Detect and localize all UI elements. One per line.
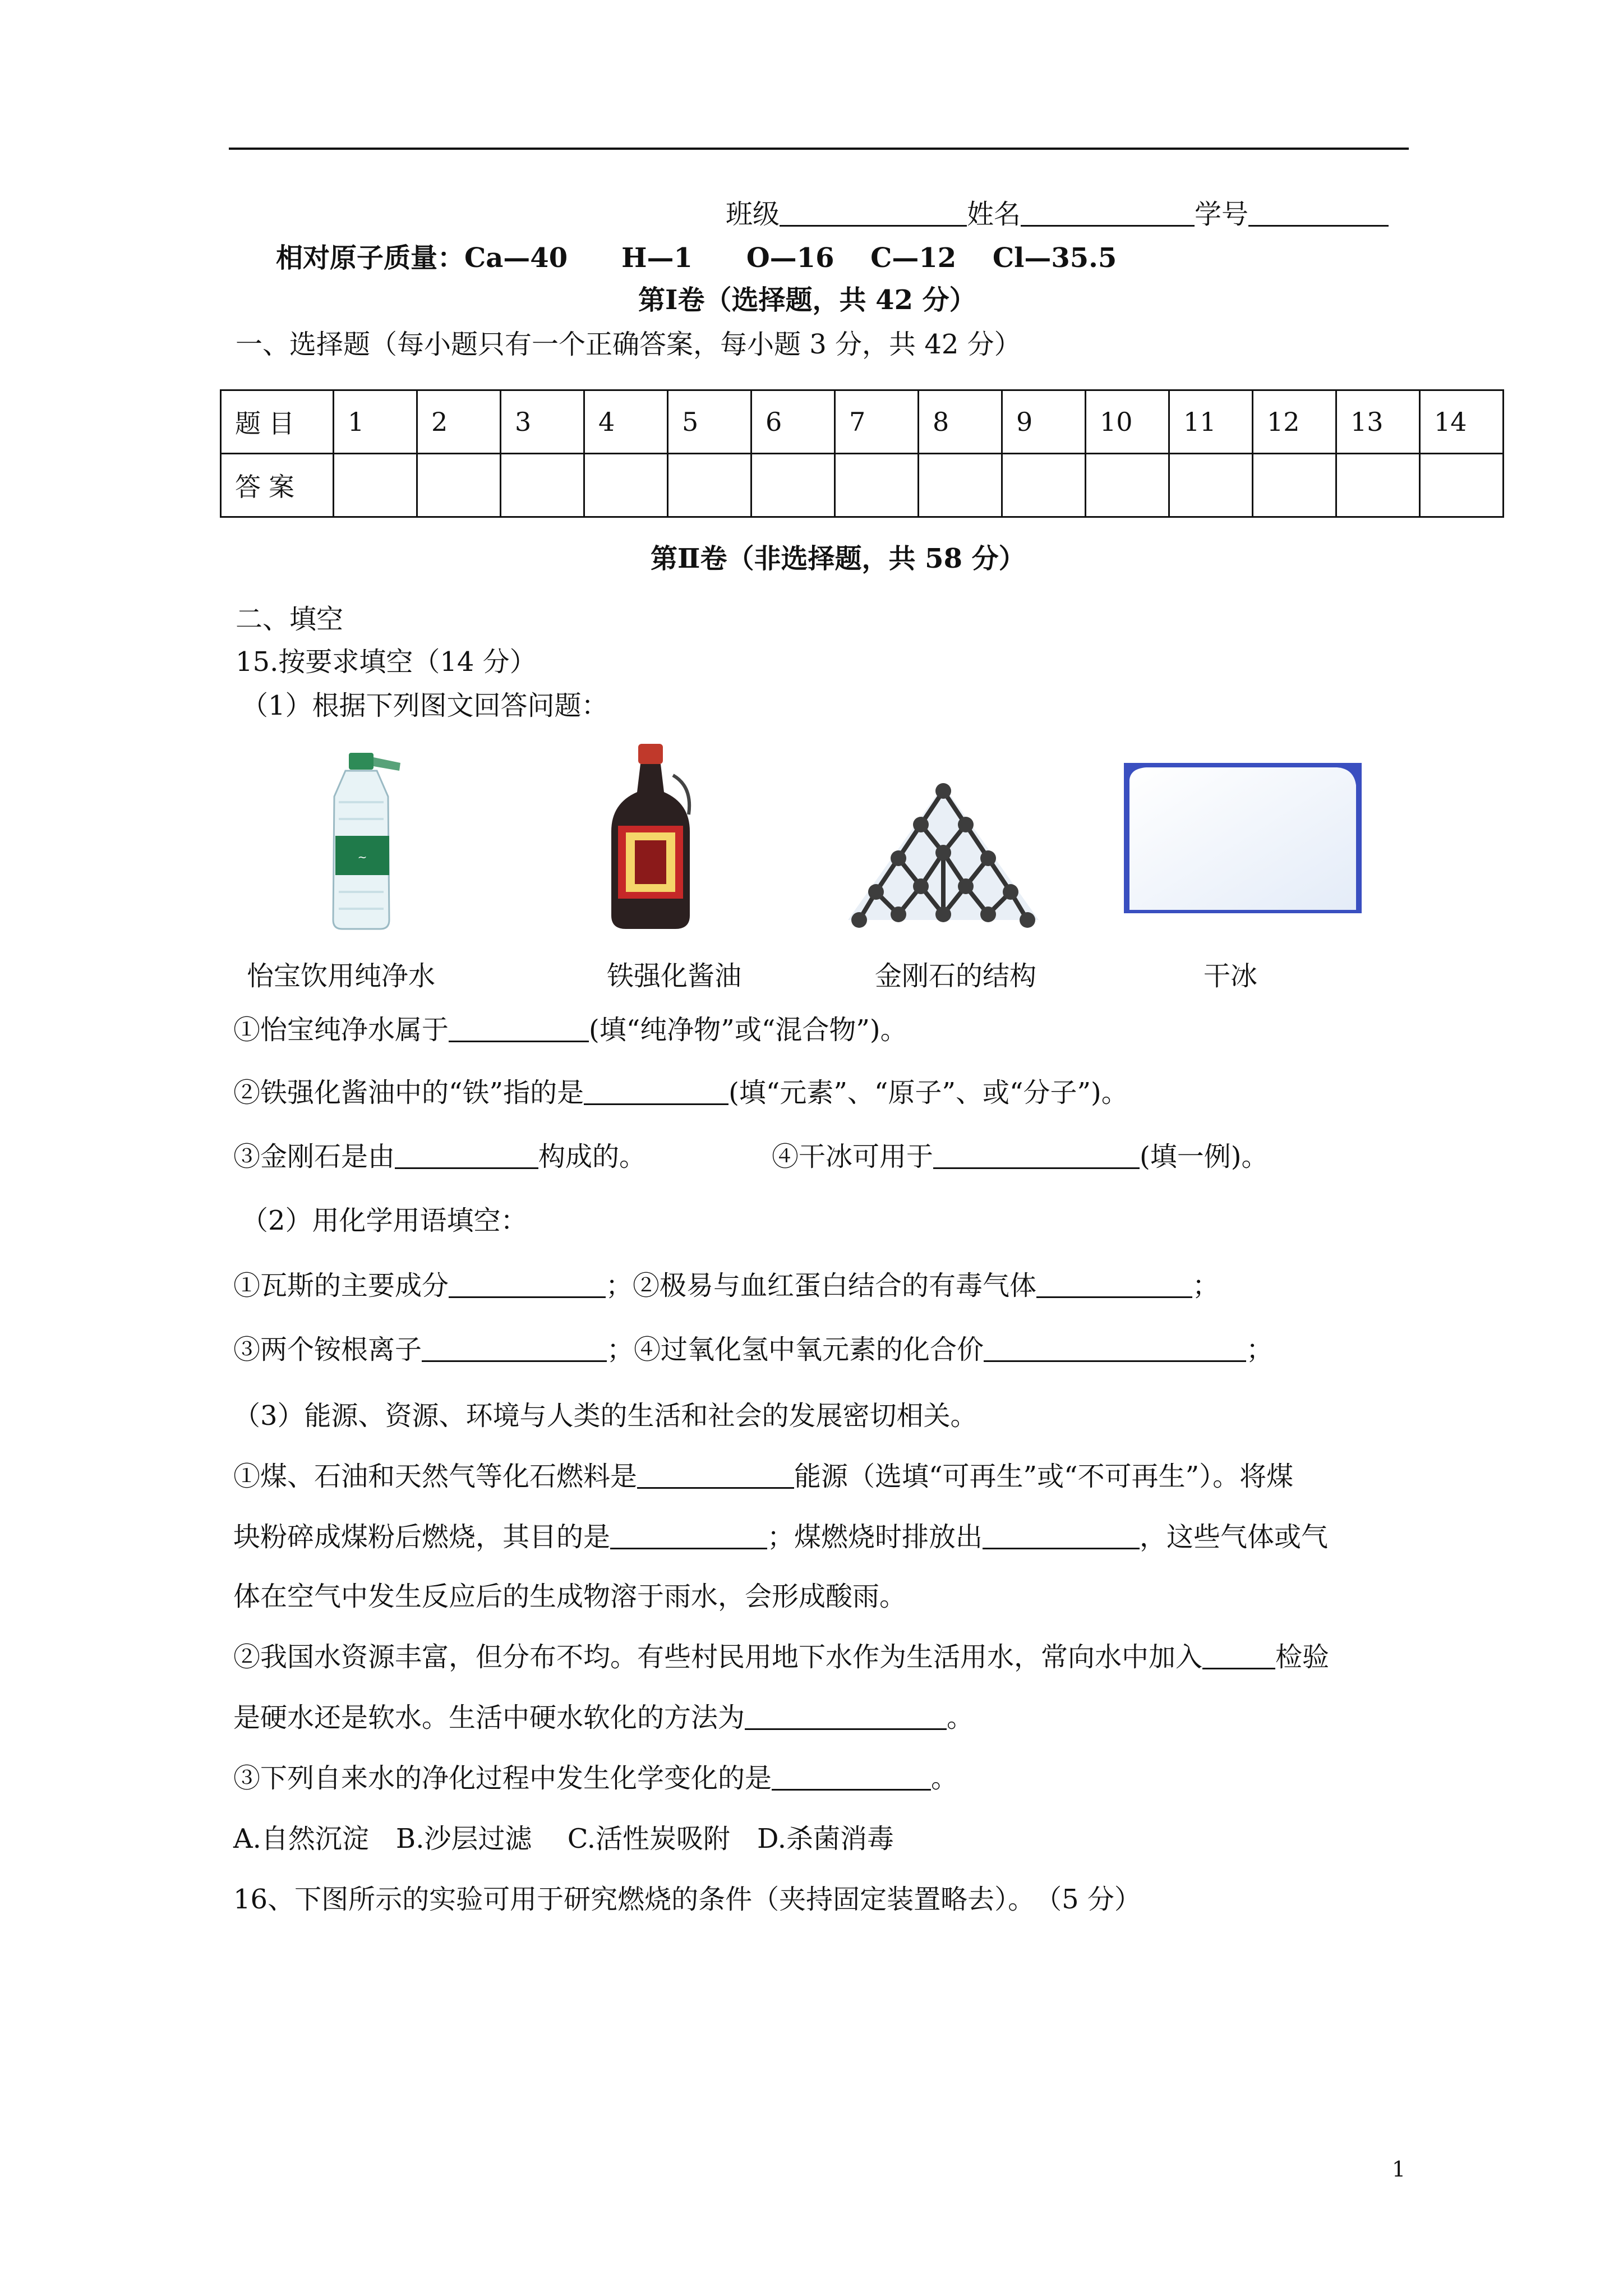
answer-cell[interactable] bbox=[1253, 454, 1336, 517]
q15-2-line-2: ③两个铵根离子 ；④过氧化氢中氧元素的化合价 ； bbox=[233, 1334, 1274, 1365]
answer-table bbox=[220, 389, 1504, 518]
answer-cell[interactable] bbox=[1336, 454, 1420, 517]
answer-row bbox=[221, 454, 1504, 517]
caption-water: 怡宝饮用纯净水 bbox=[247, 960, 436, 992]
q15-3-options: A.自然沉淀 B.沙层过滤 C.活性炭吸附 D.杀菌消毒 bbox=[233, 1823, 895, 1855]
caption-diamond: 金刚石的结构 bbox=[875, 960, 1037, 992]
row-label-answer: 答案 bbox=[221, 454, 334, 517]
answer-cell[interactable] bbox=[919, 454, 1002, 517]
blank[interactable] bbox=[745, 1701, 947, 1730]
question-number: 5 bbox=[668, 390, 751, 454]
answer-cell[interactable] bbox=[1086, 454, 1169, 517]
part1-instruction: 一、选择题（每小题只有一个正确答案，每小题 3 分，共 42 分） bbox=[236, 329, 1021, 360]
q15-3-line-3: 体在空气中发生反应后的生成物溶于雨水，会形成酸雨。 bbox=[233, 1581, 907, 1612]
q15-3-line-5: 是硬水还是软水。生活中硬水软化的方法为 。 bbox=[233, 1702, 974, 1733]
diamond-structure-image bbox=[842, 780, 1044, 931]
blank[interactable] bbox=[449, 1014, 589, 1042]
question-number: 11 bbox=[1169, 390, 1253, 454]
part2-title: 第Ⅱ卷（非选择题，共 58 分） bbox=[651, 543, 1026, 574]
section-fill-blank: 二、填空 bbox=[236, 604, 344, 635]
caption-soy-sauce: 铁强化酱油 bbox=[607, 960, 742, 992]
q15-title: 15.按要求填空（14 分） bbox=[236, 646, 537, 678]
water-bottle-image bbox=[322, 752, 406, 931]
page-number: 1 bbox=[1392, 2157, 1406, 2182]
q15-3-line-2: 块粉碎成煤粉后燃烧，其目的是 ；煤燃烧时排放出 ，这些气体或气 bbox=[233, 1521, 1329, 1553]
q15-1-title: （1）根据下列图文回答问题： bbox=[241, 690, 608, 721]
name-blank[interactable] bbox=[1021, 198, 1195, 227]
answer-cell[interactable] bbox=[751, 454, 835, 517]
answer-cell[interactable] bbox=[835, 454, 919, 517]
part1-title: 第Ⅰ卷（选择题，共 42 分） bbox=[638, 284, 976, 316]
question-number: 3 bbox=[501, 390, 584, 454]
answer-cell[interactable] bbox=[1169, 454, 1253, 517]
svg-text:~: ~ bbox=[357, 850, 367, 864]
blank[interactable] bbox=[422, 1333, 607, 1362]
blank[interactable] bbox=[449, 1269, 606, 1298]
q15-2-line-1: ①瓦斯的主要成分 ；②极易与血红蛋白结合的有毒气体 ； bbox=[233, 1270, 1220, 1301]
class-label: 班级 bbox=[726, 199, 780, 230]
blank[interactable] bbox=[772, 1762, 931, 1791]
id-blank[interactable] bbox=[1248, 198, 1389, 227]
question-number: 4 bbox=[584, 390, 668, 454]
student-info-line bbox=[726, 197, 1389, 231]
name-label: 姓名 bbox=[967, 199, 1021, 230]
answer-cell[interactable] bbox=[1420, 454, 1504, 517]
question-number: 10 bbox=[1086, 390, 1169, 454]
question-number: 9 bbox=[1002, 390, 1086, 454]
q15-1-line-2: ②铁强化酱油中的“铁”指的是 (填“元素”、“原子”、或“分子”)。 bbox=[233, 1077, 1128, 1108]
class-blank[interactable] bbox=[780, 198, 967, 227]
blank[interactable] bbox=[1036, 1269, 1192, 1298]
dry-ice-image bbox=[1124, 763, 1362, 913]
q15-1-line-3: ③金刚石是由 构成的。 bbox=[233, 1141, 647, 1172]
q15-1-line-1: ①怡宝纯净水属于 (填“纯净物”或“混合物”)。 bbox=[233, 1014, 907, 1046]
blank[interactable] bbox=[637, 1460, 794, 1489]
answer-cell[interactable] bbox=[1002, 454, 1086, 517]
caption-dry-ice: 干冰 bbox=[1204, 960, 1258, 992]
q15-3-line-4: ②我国水资源丰富，但分布不均。有些村民用地下水作为生活用水，常向水中加入 检验 bbox=[233, 1641, 1330, 1673]
blank[interactable] bbox=[984, 1333, 1246, 1362]
question-number: 13 bbox=[1336, 390, 1420, 454]
question-number: 8 bbox=[919, 390, 1002, 454]
answer-cell[interactable] bbox=[668, 454, 751, 517]
row-label-question: 题目 bbox=[221, 390, 334, 454]
answer-cell[interactable] bbox=[501, 454, 584, 517]
question-number: 7 bbox=[835, 390, 919, 454]
question-number: 1 bbox=[334, 390, 417, 454]
q15-2-title: （2）用化学用语填空： bbox=[241, 1205, 528, 1236]
soy-sauce-bottle-image bbox=[606, 742, 695, 932]
blank[interactable] bbox=[933, 1140, 1140, 1169]
q15-3-title: （3）能源、资源、环境与人类的生活和社会的发展密切相关。 bbox=[233, 1400, 978, 1432]
q16-title: 16、下图所示的实验可用于研究燃烧的条件（夹持固定装置略去）。 （5 分） bbox=[233, 1884, 1141, 1915]
answer-cell[interactable] bbox=[417, 454, 501, 517]
q15-3-line-1: ①煤、石油和天然气等化石燃料是 能源（选填“可再生”或“不可再生”）。将煤 bbox=[233, 1461, 1294, 1492]
blank[interactable] bbox=[983, 1521, 1140, 1549]
question-number-row bbox=[221, 390, 1504, 454]
q15-3-line-6: ③下列自来水的净化过程中发生化学变化的是 。 bbox=[233, 1763, 958, 1794]
answer-cell[interactable] bbox=[334, 454, 417, 517]
atomic-mass-line: 相对原子质量：Ca—40 H—1 O—16 C—12 Cl—35.5 bbox=[276, 242, 1117, 274]
blank[interactable] bbox=[584, 1076, 728, 1105]
blank[interactable] bbox=[1202, 1641, 1275, 1669]
question-number: 12 bbox=[1253, 390, 1336, 454]
top-rule bbox=[229, 148, 1409, 150]
q15-1-line-3b: ④干冰可用于 (填一例)。 bbox=[772, 1141, 1269, 1172]
answer-cell[interactable] bbox=[584, 454, 668, 517]
question-number: 2 bbox=[417, 390, 501, 454]
question-number: 6 bbox=[751, 390, 835, 454]
id-label: 学号 bbox=[1195, 199, 1249, 230]
blank[interactable] bbox=[610, 1521, 767, 1549]
blank[interactable] bbox=[395, 1140, 538, 1169]
question-number: 14 bbox=[1420, 390, 1504, 454]
